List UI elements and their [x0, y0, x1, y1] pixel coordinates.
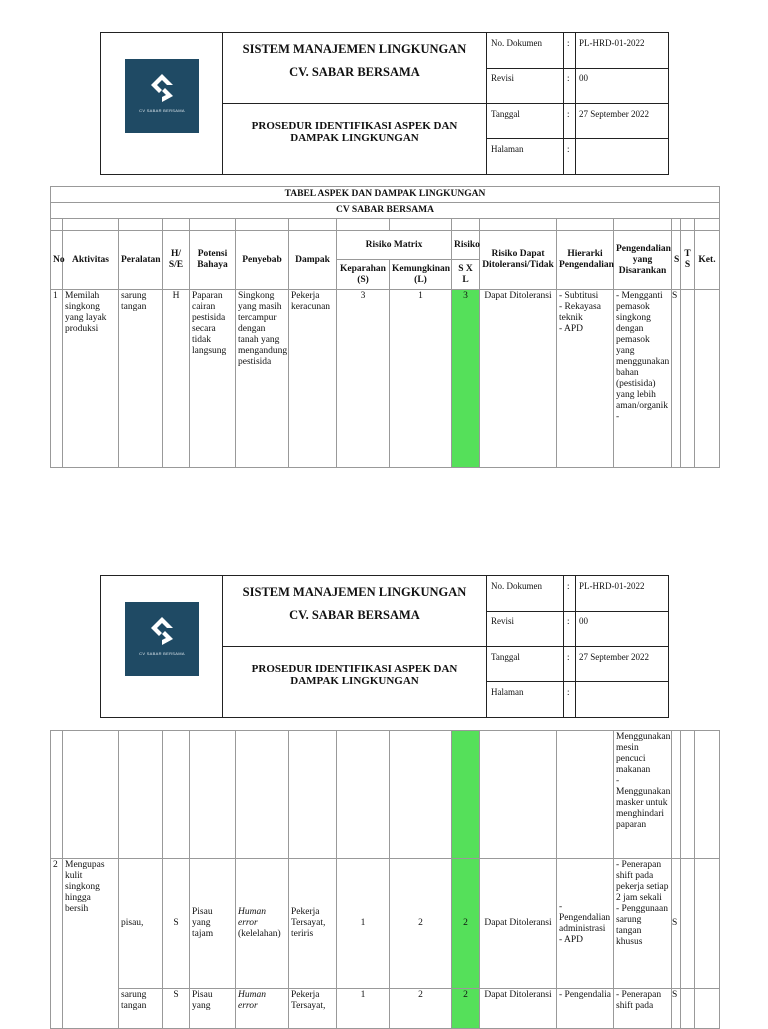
table-subtitle: CV SABAR BERSAMA	[51, 203, 720, 219]
table-title: TABEL ASPEK DAN DAMPAK LINGKUNGAN	[51, 187, 720, 203]
col-ket: Ket.	[695, 231, 720, 290]
col-potensi: Potensi Bahaya	[190, 231, 236, 290]
risk-score-cell: 2	[452, 989, 480, 1029]
col-hse: H/ S/E	[163, 231, 190, 290]
procedure-title-line1: PROSEDUR IDENTIFIKASI ASPEK DAN	[251, 663, 458, 675]
table-row: 2 Mengupas kulit singkong hingga bersih pisau, S Pisau yang tajam Human error (kelelahan) Pekerja Tersayat, teriris 1 2 2 Dapat Ditoleransi - Pengendalian administrasi - APD - Penerapan shift pada pekerja setiap 2 jam sekali - Penggunaan sarung tangan khusus S	[51, 859, 720, 989]
col-penyebab: Penyebab	[236, 231, 289, 290]
col-dapat-ditoleransi: Risiko Dapat Ditoleransi/Tidak	[480, 231, 557, 290]
col-dampak: Dampak	[289, 231, 337, 290]
diamond-logo-icon	[149, 73, 175, 103]
document-header: CV SABAR BERSAMA SISTEM MANAJEMEN LINGKUNGAN CV. SABAR BERSAMA PROSEDUR IDENTIFIKASI ASPEK DAN DAMPAK LINGKUNGAN No. Dokumen : PL-HRD-01-2022 Revisi : 00 Tanggal : 27 September 2022 Halaman :	[100, 32, 669, 175]
risk-score-cell: 2	[452, 859, 480, 989]
company-name: CV. SABAR BERSAMA	[289, 65, 420, 79]
procedure-title-line2: DAMPAK LINGKUNGAN	[290, 132, 419, 144]
doc-no-label: No. Dokumen	[491, 581, 542, 591]
risk-score-cell: 3	[452, 290, 480, 468]
doc-no-label: No. Dokumen	[491, 38, 542, 48]
procedure-title-line1: PROSEDUR IDENTIFIKASI ASPEK DAN	[251, 120, 458, 132]
doc-no-value: PL-HRD-01-2022	[579, 581, 645, 591]
revisi-label: Revisi	[491, 616, 515, 626]
col-s: S	[672, 231, 681, 290]
halaman-label: Halaman	[491, 687, 524, 697]
tanggal-label: Tanggal	[491, 652, 520, 662]
procedure-title-line2: DAMPAK LINGKUNGAN	[290, 675, 419, 687]
company-name: CV. SABAR BERSAMA	[289, 608, 420, 622]
table-row: sarung tangan S Pisau yang Human error Pekerja Tersayat, 1 2 2 Dapat Ditoleransi - Pengendalia - Penerapan shift pada S	[51, 989, 720, 1029]
tanggal-label: Tanggal	[491, 109, 520, 119]
revisi-value: 00	[579, 616, 588, 626]
tanggal-value: 27 September 2022	[579, 109, 649, 119]
col-ts: T S	[681, 231, 695, 290]
revisi-label: Revisi	[491, 73, 515, 83]
col-hierarki: Hierarki Pengendalian	[557, 231, 614, 290]
col-pengendalian: Pengendalian yang Disarankan	[614, 231, 672, 290]
col-kemungkinan: Kemungkinan (L)	[390, 260, 452, 290]
logo-text: CV SABAR BERSAMA	[139, 108, 185, 113]
col-aktivitas: Aktivitas	[63, 231, 119, 290]
document-header-page2: CV SABAR BERSAMA SISTEM MANAJEMEN LINGKUNGAN CV. SABAR BERSAMA PROSEDUR IDENTIFIKASI ASPEK DAN DAMPAK LINGKUNGAN No. Dokumen : PL-HRD-01-2022 Revisi : 00 Tanggal : 27 September 2022 Halaman :	[100, 575, 669, 718]
system-title: SISTEM MANAJEMEN LINGKUNGAN	[242, 585, 467, 599]
aspect-impact-table	[50, 186, 720, 468]
aspect-impact-table-continued	[50, 730, 720, 1029]
col-risiko: Risiko	[452, 231, 480, 260]
halaman-label: Halaman	[491, 144, 524, 154]
doc-no-value: PL-HRD-01-2022	[579, 38, 645, 48]
revisi-value: 00	[579, 73, 588, 83]
col-sxl: S X L	[452, 260, 480, 290]
col-peralatan: Peralatan	[119, 231, 163, 290]
diamond-logo-icon	[149, 616, 175, 646]
table-row: 1 Memilah singkong yang layak produksi sarung tangan H Paparan cairan pestisida secara tidak langsung Singkong yang masih tercampur dengan tanah yang mengandung pestisida Pekerja keracunan 3 1 3 Dapat Ditoleransi - Subtitusi - Rekayasa teknik - APD - Mengganti pemasok singkong dengan pemasok yang menggunakan bahan (pestisida) yang lebih aman/organik - S	[51, 290, 720, 468]
col-no: No	[51, 231, 63, 290]
col-risiko-matrix: Risiko Matrix	[337, 231, 452, 260]
table-row: Menggunakan mesin pencuci makanan - Menggunakan masker untuk menghindari paparan	[51, 731, 720, 859]
tanggal-value: 27 September 2022	[579, 652, 649, 662]
system-title: SISTEM MANAJEMEN LINGKUNGAN	[242, 42, 467, 56]
col-keparahan: Keparahan (S)	[337, 260, 390, 290]
company-logo	[125, 59, 199, 133]
company-logo	[125, 602, 199, 676]
logo-text: CV SABAR BERSAMA	[139, 651, 185, 656]
